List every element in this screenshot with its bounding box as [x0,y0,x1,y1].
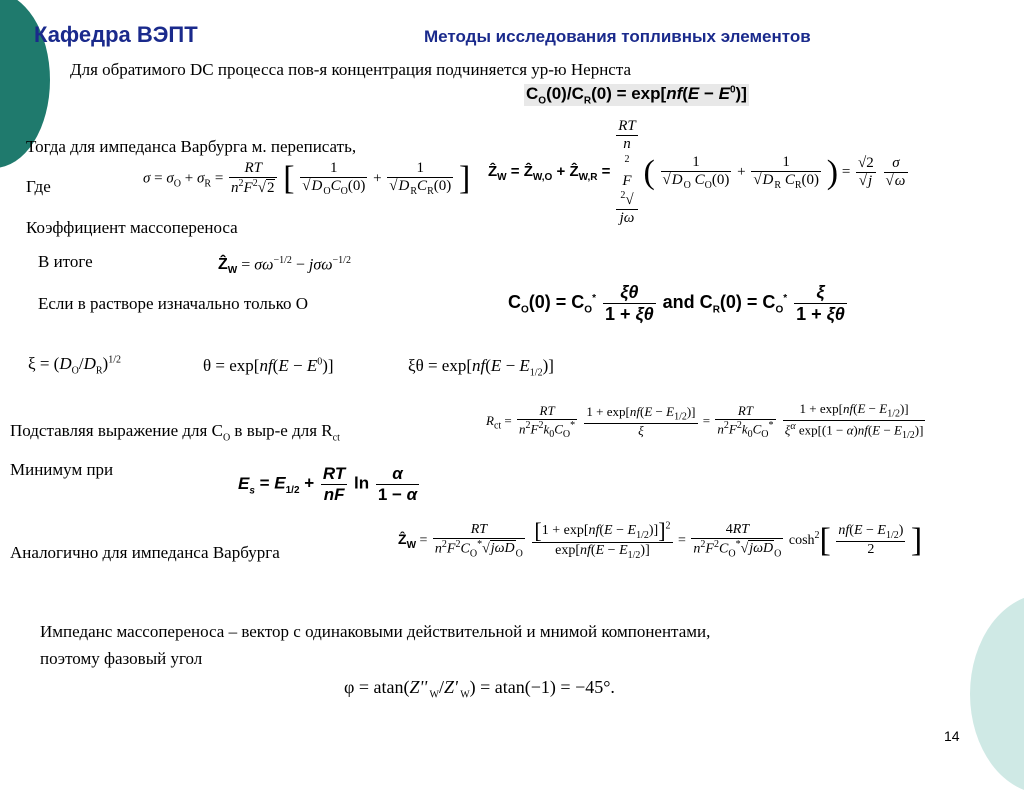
theta-definition: $\theta = \exp[nf(E - E^0)]$ [203,356,334,375]
impedance-vector-text-line2: поэтому фазовый угол [40,649,203,668]
where-text: Где [26,177,51,196]
rct-equation: $R_{ct}$ = $\frac{RT}{n^2F^2k_0C_O^*}$ $\frac{1 + \exp[nf(E - E_{1/2})]}{\xi}$ = $\frac{RT}{n^2F^2k_0C_O^*}$ $\frac{1 + \exp[nf(E - E_{1/2})]}{\xi^\alpha \exp[(1 - \alpha)nf(E - E_{1/2})]}$ [486,401,924,442]
xi-definition: $\xi = (D_O/D_R)^{1/2}$ [28,354,121,377]
concentration-equations: $C_O(0) = C_O^*$ $\frac{\xi\theta}{1 + \xi\theta}$ and $C_R(0) = C_O^*$ $\frac{\xi}{1 + \xi\theta}$ [508,282,845,324]
warburg-equation-final: Ẑ$_W$ = $\frac{RT}{n^2F^2C_O^*√j\omega D_O}$ $\frac{[1 + \exp[nf(E - E_{1/2})]]^2}{\exp[nf(E - E_{1/2})]}$ = $\frac{4RT}{n^2F^2C_O^*√j\omega D_O}$ $\cosh^2$[ $\frac{nf(E - E_{1/2})}{2}$ ] [398,518,923,561]
mass-transfer-coefficient-text: Коэффициент массопереноса [26,218,238,237]
warburg-rewrite-text: Тогда для импеданса Варбурга м. переписать, [26,137,357,156]
slide-title: Методы исследования топливных элементов [424,27,811,46]
only-o-text: Если в растворе изначально только О [38,294,309,313]
xi-theta-definition: $\xi\theta = \exp[nf(E - E_{1/2})]$ [408,356,554,379]
decorative-circle-light [970,594,1024,794]
minimum-at-text: Минимум при [10,460,114,479]
warburg-result-equation: Ẑ$_W$ = $\sigma\omega^{-1/2} - j\sigma\omega^{-1/2}$ [218,255,351,277]
page-number: 14 [944,728,960,744]
substituting-text: Подставляя выражение для $C_O$ в выр-е для $R_{ct}$ [10,421,340,444]
department-title: Кафедра ВЭПТ [34,22,198,47]
nernst-equation: $C_O(0)/C_R(0) = \exp[nf(E - E^0)]$ [526,84,747,107]
minimum-equation: $E_s = E_{1/2}$ + $\frac{RT}{nF}$ ln $\frac{\alpha}{1 - \alpha}$ [238,464,418,504]
nernst-intro-text: Для обратимого DC процесса пов-я концентрация подчиняется ур-ю Нернста [70,60,632,79]
warburg-impedance-equation: Ẑ$_W$ = Ẑ$_{W,O}$ + Ẑ$_{W,R}$ = RT n $^2$ F $^2$√ jω ( $\frac{1}{√D_O C_O(0)}$ + $\frac{1}{√D_R C_R(0)}$ ) = $\frac{√2}{√j}$ $\frac{\sigma}{√\omega}$ [488,118,910,227]
impedance-vector-text-line1: Импеданс массопереноса – вектор с одинаковыми действительной и мнимой компонентами, [40,622,711,641]
warburg-similar-text: Аналогично для импеданса Варбурга [10,543,280,562]
in-result-text: В итоге [38,252,93,271]
phase-angle-equation: φ = atan(Z'' $_W$/Z' $_W$) = atan(−1) = −45°. [344,677,615,701]
sigma-equation: $\sigma = \sigma_O + \sigma_R$ = $\frac{RT}{n^2F^2√2}$ [ $\frac{1}{√D_OC_O(0)}$ + $\frac{1}{√D_RC_R(0)}$ ] [143,159,471,198]
